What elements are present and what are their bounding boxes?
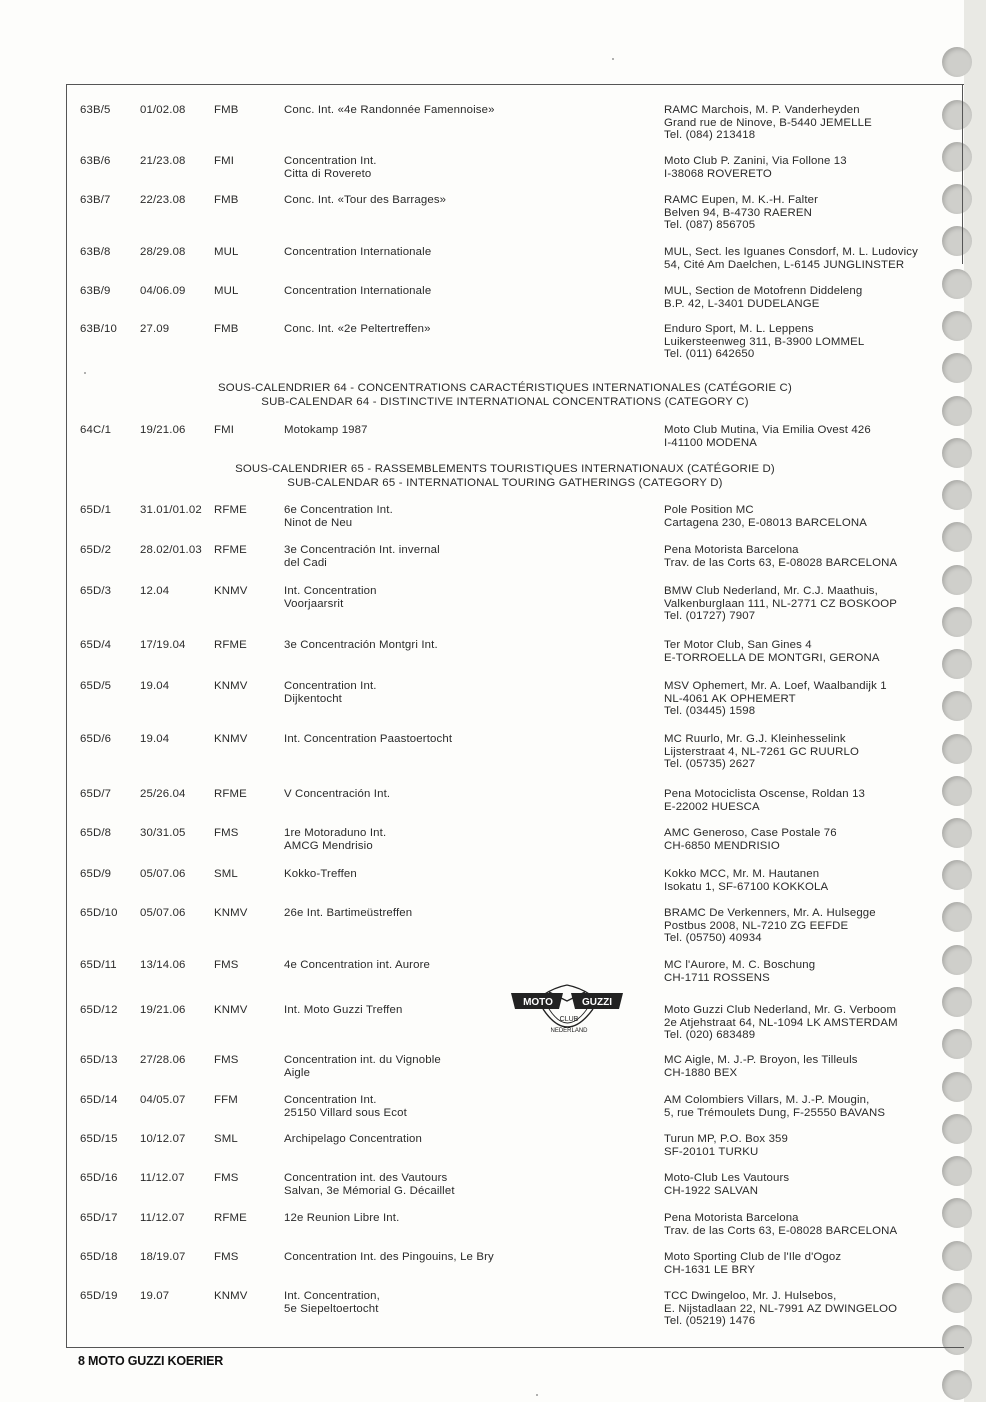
speck <box>536 1394 538 1396</box>
entry-event-line: Salvan, 3e Mémorial G. Décaillet <box>284 1184 455 1197</box>
entry-event-line: Motokamp 1987 <box>284 424 368 436</box>
moto-guzzi-club-logo <box>509 979 625 1047</box>
entry-contact <box>664 907 954 945</box>
entry-federation: FFM <box>214 1094 238 1106</box>
entry-contact-line: Tel. (05735) 2627 <box>664 758 756 771</box>
section-heading-line: SUB-CALENDAR 64 - DISTINCTIVE INTERNATIONAL CONCENTRATIONS (CATEGORY C) <box>261 395 749 408</box>
entry-date: 28/29.08 <box>140 246 186 258</box>
entry-contact <box>664 733 954 771</box>
entry-contact-line: Moto Club P. Zanini, Via Follone 13 <box>664 155 847 167</box>
entry-event <box>284 639 574 652</box>
entry-contact-line: Tel. (01727) 7907 <box>664 610 756 623</box>
entry-event-line: V Concentración Int. <box>284 788 391 800</box>
entry-contact-line: E. Nijstadlaan 22, NL-7991 AZ DWINGELOO <box>664 1302 898 1315</box>
entry-contact-line: SF-20101 TURKU <box>664 1145 759 1158</box>
entry-federation: FMS <box>214 1054 239 1066</box>
entry-contact-line: B.P. 42, L-3401 DUDELANGE <box>664 297 820 310</box>
entry-event-line: Conc. Int. «Tour des Barrages» <box>284 194 447 206</box>
entry-date: 05/07.06 <box>140 868 186 880</box>
entry-contact <box>664 544 954 569</box>
entry-event-line: 5e Siepeltoertocht <box>284 1302 379 1315</box>
entry-federation: RFME <box>214 504 247 516</box>
entry-contact <box>664 639 954 664</box>
entry-contact-line: Tel. (05750) 40934 <box>664 932 762 945</box>
entry-event-line: Int. Concentration Paastoertocht <box>284 733 453 745</box>
entry-event-line: Int. Concentration, <box>284 1290 380 1302</box>
entry-event-line: Concentration Int. <box>284 1094 377 1106</box>
entry-code: 64C/1 <box>80 424 112 436</box>
entry-event-line: Dijkentocht <box>284 692 342 705</box>
entry-contact-line: BRAMC De Verkenners, Mr. A. Hulsegge <box>664 907 876 919</box>
entry-contact <box>664 1212 954 1237</box>
entry-code: 65D/7 <box>80 788 112 800</box>
entry-date: 21/23.08 <box>140 155 186 167</box>
entry-contact-line: AMC Generoso, Case Postale 76 <box>664 827 837 839</box>
entry-date: 27.09 <box>140 323 170 335</box>
entry-event-line: 3e Concentración Int. invernal <box>284 544 440 556</box>
entry-date: 30/31.05 <box>140 827 186 839</box>
entry-federation: FMI <box>214 424 235 436</box>
entry-contact <box>664 827 954 852</box>
entry-date: 19.07 <box>140 1290 170 1302</box>
entry-federation: FMS <box>214 1172 239 1184</box>
entry-contact-line: I-41100 MODENA <box>664 436 758 449</box>
speck <box>84 372 86 374</box>
entry-contact-line: BMW Club Nederland, Mr. C.J. Maathuis, <box>664 585 878 597</box>
entry-contact-line: CH-1631 LE BRY <box>664 1263 756 1276</box>
entry-contact-line: MC Aigle, M. J.-P. Broyon, les Tilleuls <box>664 1054 858 1066</box>
entry-federation: FMB <box>214 104 239 116</box>
entry-contact-line: MC l'Aurore, M. C. Boschung <box>664 959 816 971</box>
entry-contact-line: MC Ruurlo, Mr. G.J. Kleinhesselink <box>664 733 846 745</box>
entry-contact <box>664 1094 954 1119</box>
entry-federation: RFME <box>214 639 247 651</box>
entry-date: 11/12.07 <box>140 1172 185 1184</box>
entry-event <box>284 504 574 529</box>
entry-code: 65D/3 <box>80 585 112 597</box>
entry-contact <box>664 1172 954 1197</box>
entry-federation: RFME <box>214 788 247 800</box>
entry-code: 63B/10 <box>80 323 118 335</box>
entry-event-line: 6e Concentration Int. <box>284 504 393 516</box>
entry-code: 65D/12 <box>80 1004 118 1016</box>
entry-date: 19/21.06 <box>140 1004 186 1016</box>
entry-contact-line: MSV Ophemert, Mr. A. Loef, Waalbandijk 1 <box>664 680 887 692</box>
entry-federation: FMB <box>214 194 239 206</box>
entry-event-line: AMCG Mendrisio <box>284 839 373 852</box>
entry-contact-line: I-38068 ROVERETO <box>664 167 772 180</box>
entry-contact-line: Trav. de las Corts 63, E-08028 BARCELONA <box>664 556 898 569</box>
entry-date: 01/02.08 <box>140 104 186 116</box>
entry-code: 65D/19 <box>80 1290 118 1302</box>
entry-contact-line: TCC Dwingeloo, Mr. J. Hulsebos, <box>664 1290 837 1302</box>
entry-event-line: Concentration Internationale <box>284 246 432 258</box>
entry-contact-line: Moto Guzzi Club Nederland, Mr. G. Verboom <box>664 1004 897 1016</box>
entry-contact-line: Tel. (087) 856705 <box>664 219 756 232</box>
entry-contact-line: Lijsterstraat 4, NL-7261 GC RUURLO <box>664 745 860 758</box>
entry-event <box>284 104 574 117</box>
entry-contact-line: E-22002 HUESCA <box>664 800 760 813</box>
entry-contact-line: Luikersteenweg 311, B-3900 LOMMEL <box>664 335 865 348</box>
entry-code: 65D/6 <box>80 733 112 745</box>
entry-contact-line: Tel. (084) 213418 <box>664 129 756 142</box>
entry-contact-line: Postbus 2008, NL-7210 ZG EEFDE <box>664 919 849 932</box>
entry-contact <box>664 155 954 180</box>
entry-date: 19/21.06 <box>140 424 186 436</box>
entry-event <box>284 827 574 852</box>
entry-event-line: Concentration int. du Vignoble <box>284 1054 441 1066</box>
section-heading-line: SOUS-CALENDRIER 65 - RASSEMBLEMENTS TOURISTIQUES INTERNATIONAUX (CATÉGORIE D) <box>235 463 775 475</box>
entry-code: 65D/18 <box>80 1251 118 1263</box>
entry-date: 19.04 <box>140 680 170 692</box>
entry-contact-line: MUL, Sect. les Iguanes Consdorf, M. L. Ludovicy <box>664 246 918 258</box>
entry-contact-line: Tel. (020) 683489 <box>664 1029 756 1042</box>
entry-event-line: Conc. Int. «4e Randonnée Famennoise» <box>284 104 495 116</box>
entry-event <box>284 155 574 180</box>
entry-federation: RFME <box>214 544 247 556</box>
entry-event <box>284 1251 574 1264</box>
entry-event-line: Conc. Int. «2e Peltertreffen» <box>284 323 431 335</box>
entry-date: 19.04 <box>140 733 170 745</box>
entry-event-line: Int. Concentration <box>284 585 377 597</box>
entry-contact-line: Belven 94, B-4730 RAEREN <box>664 206 812 219</box>
entry-federation: KNMV <box>214 1290 248 1302</box>
entry-code: 63B/9 <box>80 285 111 297</box>
entry-contact-line: Kokko MCC, Mr. M. Hautanen <box>664 868 820 880</box>
entry-event <box>284 959 574 972</box>
entry-event-line: Kokko-Treffen <box>284 868 357 880</box>
entry-contact-line: Tel. (011) 642650 <box>664 348 755 361</box>
entry-event-line: Aigle <box>284 1066 311 1079</box>
entry-code: 65D/5 <box>80 680 112 692</box>
entry-event <box>284 733 574 746</box>
entry-date: 31.01/01.02 <box>140 504 202 516</box>
entry-contact-line: AM Colombiers Villars, M. J.-P. Mougin, <box>664 1094 870 1106</box>
entry-date: 12.04 <box>140 585 170 597</box>
entry-event <box>284 323 574 336</box>
entry-contact-line: Moto-Club Les Vautours <box>664 1172 790 1184</box>
entry-date: 04/05.07 <box>140 1094 186 1106</box>
entry-event-line: Ninot de Neu <box>284 516 353 529</box>
logo-moto-text: MOTO <box>523 997 553 1008</box>
entry-code: 63B/7 <box>80 194 111 206</box>
entry-contact-line: 54, Cité Am Daelchen, L-6145 JUNGLINSTER <box>664 258 905 271</box>
section-heading-line: SOUS-CALENDRIER 64 - CONCENTRATIONS CARACTÉRISTIQUES INTERNATIONALES (CATÉGORIE C) <box>218 382 792 394</box>
entry-contact <box>664 1133 954 1158</box>
entry-contact-line: Moto Sporting Club de l'Ile d'Ogoz <box>664 1251 842 1263</box>
entry-event <box>284 1172 574 1197</box>
entry-contact-line: RAMC Eupen, M. K.-H. Falter <box>664 194 819 206</box>
entry-event <box>284 1054 574 1079</box>
entry-date: 17/19.04 <box>140 639 186 651</box>
entry-event-line: 25150 Villard sous Ecot <box>284 1106 407 1119</box>
entry-event <box>284 680 574 705</box>
entry-contact-line: CH-1711 ROSSENS <box>664 971 770 984</box>
logo-club-text: CLUB <box>559 1016 579 1023</box>
entry-event-line: 1re Motoraduno Int. <box>284 827 387 839</box>
entry-contact-line: Cartagena 230, E-08013 BARCELONA <box>664 516 867 529</box>
entry-contact <box>664 1290 954 1328</box>
entry-federation: SML <box>214 1133 238 1145</box>
entry-event-line: Concentration Int. <box>284 680 377 692</box>
entry-contact-line: Grand rue de Ninove, B-5440 JEMELLE <box>664 116 872 129</box>
entry-contact <box>664 1004 954 1042</box>
entry-contact <box>664 104 954 142</box>
entry-contact-line: Pena Motociclista Oscense, Roldan 13 <box>664 788 866 800</box>
entry-contact-line: Ter Motor Club, San Gines 4 <box>664 639 812 651</box>
entry-date: 25/26.04 <box>140 788 186 800</box>
entry-code: 65D/4 <box>80 639 112 651</box>
entry-event <box>284 1212 574 1225</box>
entry-contact-line: Pole Position MC <box>664 504 754 516</box>
entry-contact-line: CH-1922 SALVAN <box>664 1184 759 1197</box>
entry-contact-line: Valkenburglaan 111, NL-2771 CZ BOSKOOP <box>664 597 897 610</box>
entry-contact-line: Pena Motorista Barcelona <box>664 544 799 556</box>
entry-contact-line: CH-6850 MENDRISIO <box>664 839 780 852</box>
entry-contact-line: Pena Motorista Barcelona <box>664 1212 799 1224</box>
entry-event <box>284 194 574 207</box>
entry-code: 65D/9 <box>80 868 112 880</box>
entry-federation: SML <box>214 868 238 880</box>
entry-code: 63B/8 <box>80 246 111 258</box>
binder-hole <box>942 1370 972 1400</box>
entry-contact <box>664 246 954 271</box>
entry-code: 65D/10 <box>80 907 118 919</box>
entry-date: 10/12.07 <box>140 1133 186 1145</box>
entry-contact <box>664 585 954 623</box>
entry-federation: FMS <box>214 827 239 839</box>
entry-federation: FMS <box>214 1251 239 1263</box>
entry-event <box>284 1290 574 1315</box>
entry-event <box>284 424 574 437</box>
entry-event <box>284 907 574 920</box>
logo-guzzi-text: GUZZI <box>582 997 612 1008</box>
binder-hole <box>942 47 972 77</box>
entry-event-line: 12e Reunion Libre Int. <box>284 1212 400 1224</box>
page-frame-right <box>962 84 963 264</box>
entry-contact <box>664 194 954 232</box>
entry-event <box>284 788 574 801</box>
entry-contact-line: 2e Atjehstraat 64, NL-1094 LK AMSTERDAM <box>664 1016 898 1029</box>
entry-federation: KNMV <box>214 1004 248 1016</box>
entry-code: 65D/8 <box>80 827 112 839</box>
entry-federation: KNMV <box>214 907 248 919</box>
entry-federation: FMI <box>214 155 235 167</box>
entry-contact <box>664 788 954 813</box>
entry-code: 65D/11 <box>80 959 117 971</box>
entry-federation: RFME <box>214 1212 247 1224</box>
entry-contact <box>664 285 954 310</box>
entry-contact-line: 5, rue Trémoulets Dung, F-25550 BAVANS <box>664 1106 886 1119</box>
entry-event <box>284 544 574 569</box>
entry-contact-line: Moto Club Mutina, Via Emilia Ovest 426 <box>664 424 871 436</box>
entry-contact <box>664 504 954 529</box>
entry-code: 65D/17 <box>80 1212 118 1224</box>
entry-code: 65D/14 <box>80 1094 118 1106</box>
entry-event-line: Concentration int. des Vautours <box>284 1172 448 1184</box>
entry-contact <box>664 424 954 449</box>
section-heading <box>80 382 930 409</box>
entry-federation: KNMV <box>214 680 248 692</box>
entry-event <box>284 868 574 881</box>
speck <box>612 58 614 60</box>
entry-contact-line: Isokatu 1, SF-67100 KOKKOLA <box>664 880 829 893</box>
entry-event-line: Concentration Int. des Pingouins, Le Bry <box>284 1251 494 1263</box>
entry-date: 22/23.08 <box>140 194 186 206</box>
entry-contact <box>664 1054 954 1079</box>
entry-event-line: Voorjaarsrit <box>284 597 344 610</box>
entry-date: 13/14.06 <box>140 959 186 971</box>
entry-code: 63B/5 <box>80 104 111 116</box>
entry-federation: MUL <box>214 246 239 258</box>
entry-federation: KNMV <box>214 733 248 745</box>
entry-contact <box>664 680 954 718</box>
entry-contact-line: E-TORROELLA DE MONTGRI, GERONA <box>664 651 880 664</box>
entry-contact-line: Enduro Sport, M. L. Leppens <box>664 323 814 335</box>
entry-date: 05/07.06 <box>140 907 186 919</box>
entry-code: 65D/15 <box>80 1133 118 1145</box>
entry-date: 11/12.07 <box>140 1212 185 1224</box>
entry-event-line: Concentration Internationale <box>284 285 432 297</box>
entry-code: 63B/6 <box>80 155 111 167</box>
entry-event-line: Archipelago Concentration <box>284 1133 422 1145</box>
entry-contact-line: Tel. (05219) 1476 <box>664 1315 756 1328</box>
entry-date: 28.02/01.03 <box>140 544 202 556</box>
entry-event-line: 4e Concentration int. Aurore <box>284 959 431 971</box>
entry-code: 65D/2 <box>80 544 112 556</box>
entry-code: 65D/16 <box>80 1172 118 1184</box>
entry-contact <box>664 1251 954 1276</box>
entry-contact <box>664 323 954 361</box>
entry-event-line: Concentration Int. <box>284 155 377 167</box>
entry-event-line: 3e Concentración Montgri Int. <box>284 639 438 651</box>
entry-code: 65D/1 <box>80 504 112 516</box>
entry-contact-line: Tel. (03445) 1598 <box>664 705 756 718</box>
section-heading <box>80 463 930 490</box>
entry-event <box>284 285 574 298</box>
entry-contact-line: RAMC Marchois, M. P. Vanderheyden <box>664 104 860 116</box>
entry-event <box>284 246 574 259</box>
entry-contact-line: CH-1880 BEX <box>664 1066 738 1079</box>
entry-event <box>284 585 574 610</box>
entry-federation: KNMV <box>214 585 248 597</box>
entry-contact-line: Turun MP, P.O. Box 359 <box>664 1133 789 1145</box>
section-heading-line: SUB-CALENDAR 65 - INTERNATIONAL TOURING GATHERINGS (CATEGORY D) <box>287 476 723 489</box>
entry-event-line: Int. Moto Guzzi Treffen <box>284 1004 403 1016</box>
logo-country-text: NEDERLAND <box>550 1028 588 1034</box>
entry-contact-line: MUL, Section de Motofrenn Diddeleng <box>664 285 863 297</box>
entry-federation: MUL <box>214 285 239 297</box>
entry-contact-line: NL-4061 AK OPHEMERT <box>664 692 796 705</box>
entry-event-line: Citta di Rovereto <box>284 167 372 180</box>
entry-federation: FMB <box>214 323 239 335</box>
entry-date: 27/28.06 <box>140 1054 186 1066</box>
entry-event-line: del Cadi <box>284 556 327 569</box>
page-footer: 8 MOTO GUZZI KOERIER <box>78 1354 224 1368</box>
entry-event <box>284 1094 574 1119</box>
entry-contact <box>664 959 954 984</box>
entry-federation: FMS <box>214 959 239 971</box>
entry-contact <box>664 868 954 893</box>
entry-event-line: 26e Int. Bartimeüstreffen <box>284 907 413 919</box>
entry-date: 04/06.09 <box>140 285 186 297</box>
entry-contact-line: Trav. de las Corts 63, E-08028 BARCELONA <box>664 1224 898 1237</box>
entry-date: 18/19.07 <box>140 1251 186 1263</box>
entry-code: 65D/13 <box>80 1054 118 1066</box>
entry-event <box>284 1133 574 1146</box>
